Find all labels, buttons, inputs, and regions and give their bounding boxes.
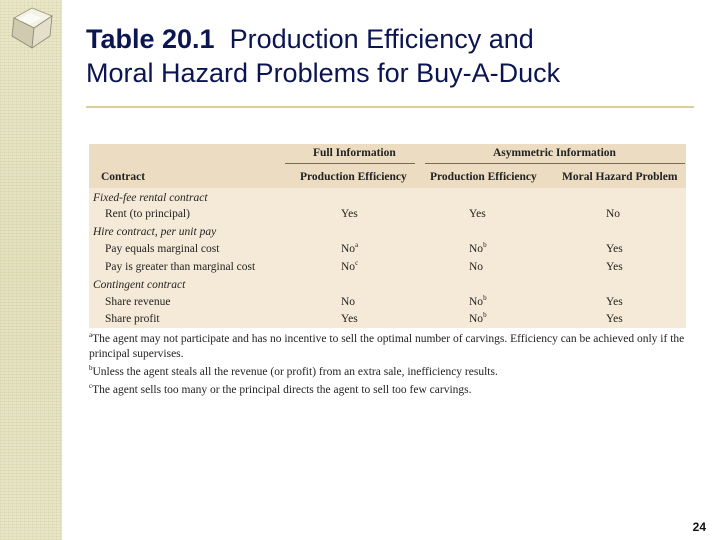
contract-label: Rent (to principal) bbox=[105, 208, 190, 220]
full-efficiency-cell-value: Yes bbox=[341, 208, 358, 220]
moral-hazard-cell bbox=[606, 208, 620, 220]
asym-efficiency-cell-value: Yes bbox=[469, 208, 486, 220]
decorative-side-strip bbox=[0, 0, 62, 540]
moral-hazard-cell bbox=[606, 243, 623, 255]
group-header-full-info: Full Information bbox=[313, 147, 396, 159]
group-header-asymmetric-info: Asymmetric Information bbox=[493, 147, 616, 159]
moral-hazard-cell-value: Yes bbox=[606, 313, 623, 325]
footnote-marker: c bbox=[355, 259, 359, 268]
asym-efficiency-cell-value: No bbox=[469, 313, 484, 325]
asym-efficiency-cell-value: No bbox=[469, 296, 484, 308]
footnote-text: The agent may not participate and has no incentive to sell the optimal number of carvings. Efficiency can be achieved only if the principal supervises. bbox=[89, 333, 685, 360]
footnote-marker: a bbox=[355, 241, 359, 250]
page-number: 24 bbox=[692, 520, 706, 534]
footnote bbox=[89, 365, 686, 380]
contract-label: Share revenue bbox=[105, 296, 171, 308]
table-row bbox=[89, 243, 686, 260]
title-table-number: Table 20.1 bbox=[86, 24, 215, 54]
table-group-header-row bbox=[89, 144, 686, 166]
asym-efficiency-cell bbox=[469, 208, 486, 220]
col-header-asym-efficiency: Production Efficiency bbox=[430, 171, 537, 183]
table-category-row bbox=[89, 226, 686, 243]
asym-efficiency-cell bbox=[469, 243, 487, 255]
col-header-moral-hazard: Moral Hazard Problem bbox=[562, 171, 678, 183]
moral-hazard-cell bbox=[606, 261, 623, 273]
asym-efficiency-cell bbox=[469, 296, 487, 308]
asym-efficiency-cell bbox=[469, 313, 487, 325]
table-footnotes bbox=[89, 332, 686, 398]
full-efficiency-cell bbox=[341, 296, 355, 308]
full-efficiency-cell-value: No bbox=[341, 261, 356, 273]
table-column-header-row bbox=[89, 166, 686, 188]
slide-title bbox=[86, 22, 686, 90]
col-header-full-efficiency: Production Efficiency bbox=[300, 171, 407, 183]
col-header-contract: Contract bbox=[101, 171, 146, 183]
footnote-mark: c bbox=[89, 382, 93, 391]
efficiency-table bbox=[89, 144, 686, 401]
title-divider bbox=[86, 106, 694, 108]
category-label: Hire contract, per unit pay bbox=[93, 226, 217, 238]
moral-hazard-cell-value: Yes bbox=[606, 296, 623, 308]
full-efficiency-cell bbox=[341, 313, 358, 325]
table-body bbox=[89, 144, 686, 328]
asym-efficiency-cell bbox=[469, 261, 483, 273]
full-efficiency-cell bbox=[341, 261, 358, 273]
contract-label: Share profit bbox=[105, 313, 160, 325]
full-efficiency-cell-value: No bbox=[341, 296, 356, 308]
moral-hazard-cell-value: Yes bbox=[606, 261, 623, 273]
asym-efficiency-cell-value: No bbox=[469, 243, 484, 255]
group-rule-full bbox=[285, 163, 415, 164]
footnote-text: The agent sells too many or the principal directs the agent to sell too few carvings. bbox=[92, 384, 472, 396]
table-category-row bbox=[89, 192, 686, 209]
footnote bbox=[89, 332, 686, 362]
full-efficiency-cell-value: Yes bbox=[341, 313, 358, 325]
table-row bbox=[89, 313, 686, 330]
title-line-2: Moral Hazard Problems for Buy-A-Duck bbox=[86, 58, 561, 88]
table-row bbox=[89, 208, 686, 225]
category-label: Contingent contract bbox=[93, 279, 186, 291]
asym-efficiency-cell-value: No bbox=[469, 261, 484, 273]
full-efficiency-cell bbox=[341, 208, 358, 220]
category-label: Fixed-fee rental contract bbox=[93, 192, 208, 204]
footnote-marker: b bbox=[483, 241, 487, 250]
footnote-text: Unless the agent steals all the revenue (or profit) from an extra sale, inefficiency results. bbox=[92, 366, 498, 378]
footnote-mark: a bbox=[89, 331, 93, 340]
full-efficiency-cell-value: No bbox=[341, 243, 356, 255]
footnote-marker: b bbox=[483, 311, 487, 320]
table-category-row bbox=[89, 279, 686, 296]
moral-hazard-cell bbox=[606, 313, 623, 325]
contract-label: Pay equals marginal cost bbox=[105, 243, 220, 255]
title-line-1: Production Efficiency and bbox=[229, 24, 534, 54]
moral-hazard-cell-value: No bbox=[606, 208, 621, 220]
contract-label: Pay is greater than marginal cost bbox=[105, 261, 256, 273]
table-row bbox=[89, 261, 686, 278]
table-row bbox=[89, 296, 686, 313]
footnote bbox=[89, 383, 686, 398]
group-rule-asym bbox=[425, 163, 685, 164]
footnote-mark: b bbox=[89, 364, 93, 373]
footnote-marker: b bbox=[483, 294, 487, 303]
moral-hazard-cell-value: Yes bbox=[606, 243, 623, 255]
moral-hazard-cell bbox=[606, 296, 623, 308]
glass-cube-icon bbox=[6, 4, 56, 50]
full-efficiency-cell bbox=[341, 243, 358, 255]
